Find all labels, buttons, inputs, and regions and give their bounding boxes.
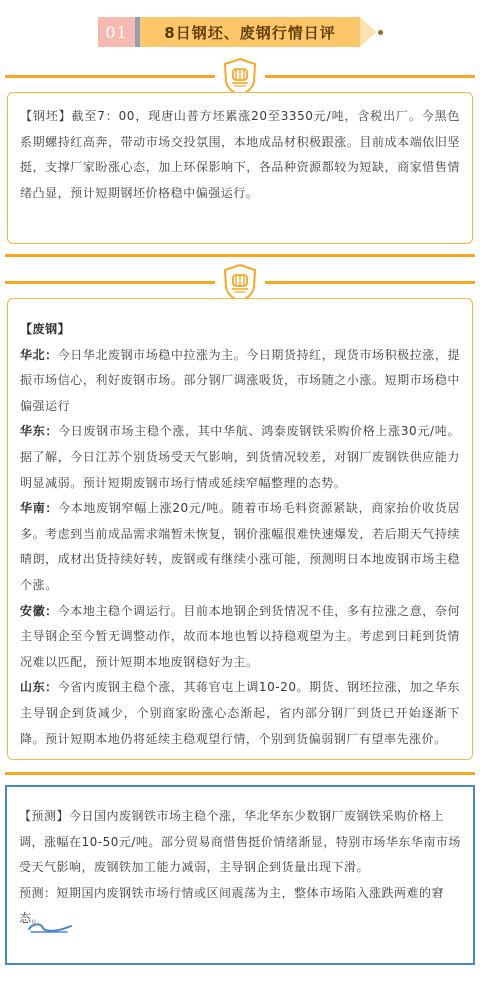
swirl-icon — [27, 920, 73, 934]
forecast-paragraph — [19, 804, 463, 881]
title-dot — [378, 30, 383, 35]
billet-paragraph — [20, 104, 460, 206]
region-text: 今省内废钢主稳个涨，其蒋官屯上调10-20。期货、钢坯拉涨，加之华东主导钢企到货减少，个别商家盼涨心态渐起，省内部分钢厂到货已开始逐渐下降。预计短期本地仍将延续主稳观望行情，个别到货偏弱钢厂有望率先涨价。 — [20, 680, 460, 746]
scrap-heading: 【废钢】 — [20, 322, 71, 336]
orange-band — [5, 254, 475, 257]
scrap-card — [7, 298, 473, 760]
billet-text: 截至7：00，现唐山普方坯累涨20至3350元/吨，含税出厂。今黑色系期螺持红高奔，带动市场交投氛围，本地成品材积极跟涨。目前成本端依旧坚挺，支撑厂家盼涨心态，加上环保影响下，各品种资源都较为短缺，商家惜售情绪凸显，预计短期钢坯价格稳中偏强运行。 — [20, 109, 460, 200]
region-name: 安徽： — [20, 603, 58, 618]
billet-tag: 【钢坯】 — [20, 109, 72, 123]
badge-fist-icon — [221, 57, 259, 97]
billet-card — [7, 92, 473, 244]
region-paragraph — [20, 599, 460, 676]
region-paragraph — [20, 343, 460, 420]
region-name: 华北： — [20, 347, 58, 362]
orange-band — [5, 772, 475, 775]
region-name: 山东： — [20, 680, 58, 695]
title-arrow-tip — [360, 17, 376, 47]
section-number: 01 — [98, 17, 135, 47]
forecast-text: 今日国内废钢铁市场主稳个涨，华北华东少数钢厂废钢铁采购价格上调，涨幅在10-50元/吨。部分贸易商惜售挺价情绪渐显，特别市场华东华南市场受天气影响，废钢铁加工能力减弱，主导钢企到货量出现下滑。 — [19, 809, 461, 875]
region-paragraph — [20, 419, 460, 496]
section-divider — [5, 263, 475, 303]
region-text: 今日华北废钢市场稳中拉涨为主。今日期货持红，现货市场积极拉涨，提振市场信心，利好废钢市场。部分钢厂调涨吸货，市场随之小涨。短期市场稳中偏强运行 — [20, 347, 460, 413]
section-title: 8日钢坯、废钢行情日评 — [140, 17, 360, 47]
region-name: 华东： — [20, 424, 59, 439]
region-paragraph — [20, 675, 460, 752]
forecast-prediction: 预测：短期国内废钢铁市场行情或区间震荡为主，整体市场陷入涨跌两难的窘态。 — [19, 885, 445, 926]
forecast-card — [5, 785, 475, 965]
region-text: 今本地主稳个调运行。目前本地钢企到货情况不佳，多有拉涨之意，奈何主导钢企至今暂无调整动作，故而本地也暂以持稳观望为主。考虑到日耗到货情况难以匹配，预计短期本地废钢稳好为主。 — [20, 603, 460, 669]
section-header — [98, 17, 388, 47]
region-paragraph — [20, 496, 460, 598]
region-name: 华南： — [20, 501, 59, 516]
region-text: 今日废钢市场主稳个涨，其中华航、鸿泰废钢铁采购价格上涨30元/吨。据了解，今日江苏个别货场受天气影响，到货情况较差，对钢厂废钢铁供应能力明显减弱。预计短期废钢市场行情或延续窄幅整理的态势。 — [20, 424, 461, 490]
badge-fist-icon — [221, 263, 259, 303]
forecast-tag: 【预测】 — [19, 809, 70, 823]
section-divider — [5, 57, 475, 97]
region-text: 今本地废钢窄幅上涨20元/吨。随着市场毛料资源紧缺，商家抬价收货居多。考虑到当前成品需求端暂未恢复，钢价涨幅很难快速爆发，若后期天气持续晴朗，成材出货持续好转，废钢或有继续小涨可能，预测明日本地废钢市场主稳个涨。 — [20, 501, 461, 592]
